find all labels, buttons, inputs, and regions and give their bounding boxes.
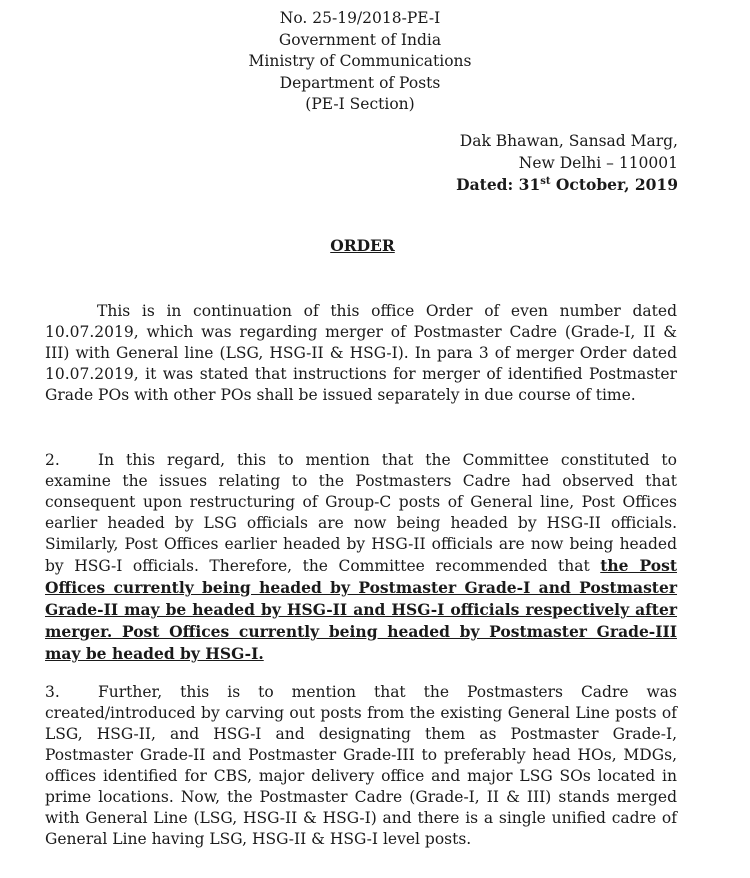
address-line-1: Dak Bhawan, Sansad Marg,	[459, 132, 678, 150]
section-name: (PE-I Section)	[305, 95, 415, 113]
dated-suffix: st	[540, 175, 551, 187]
dated-day: 31	[518, 175, 541, 194]
address-block	[456, 131, 678, 196]
letterhead	[210, 8, 510, 116]
file-number: No. 25-19/2018-PE-I	[279, 9, 441, 27]
paragraph-2-text: In this regard, this to mention that the Committee constituted to examine the issues relating to the Postmasters Cadre had observed that consequent upon restructuring of Group-C posts of General line, Post Offices earlier headed by LSG officials are now being headed by HSG-II officials. Similarly, Post Offices earlier headed by HSG-II officials are now being headed by HSG-I officials. Therefore, the Committee recommended that	[45, 451, 677, 575]
order-title: ORDER	[330, 236, 395, 255]
department-name: Department of Posts	[279, 73, 441, 92]
dated-rest: October, 2019	[555, 175, 678, 194]
dated-label: Dated:	[456, 175, 514, 194]
paragraph-2	[45, 450, 677, 665]
paragraph-3-number: 3.	[45, 683, 60, 701]
paragraph-3-text: Further, this is to mention that the Postmasters Cadre was created/introduced by carving out posts from the existing General Line posts of LSG, HSG-II, and HSG-I and designating them as Postmaster Grade-I, Postmaster Grade-II and Postmaster Grade-III to preferably head HOs, MDGs, offices identified for CBS, major delivery office and major LSG SOs located in prime locations. Now, the Postmaster Cadre (Grade-I, II & III) stands merged with General Line (LSG, HSG-II & HSG-I) and there is a single unified cadre of General Line having LSG, HSG-II & HSG-I level posts.	[45, 683, 677, 848]
paragraph-2-underlined-recommendation: the Post Offices currently being headed by Postmaster Grade-I and Postmaster Grade-II may be headed by HSG-II and HSG-I officials respectively after merger. Post Offices currently being headed by Postmaster Grade-III may be headed by HSG-I.	[45, 556, 677, 663]
address-line-2: New Delhi – 110001	[518, 153, 678, 172]
paragraph-2-number: 2.	[45, 451, 60, 469]
paragraph-1: This is in continuation of this office Order of even number dated 10.07.2019, which was regarding merger of Postmaster Cadre (Grade-I, II & III) with General line (LSG, HSG-II & HSG-I). In para 3 of merger Order dated 10.07.2019, it was stated that instructions for merger of identified Postmaster Grade POs with other POs shall be issued separately in due course of time.	[45, 302, 677, 404]
date-line	[456, 174, 678, 196]
ministry-name: Ministry of Communications	[248, 52, 472, 70]
government-name: Government of India	[278, 30, 442, 49]
paragraph-3	[45, 682, 677, 850]
